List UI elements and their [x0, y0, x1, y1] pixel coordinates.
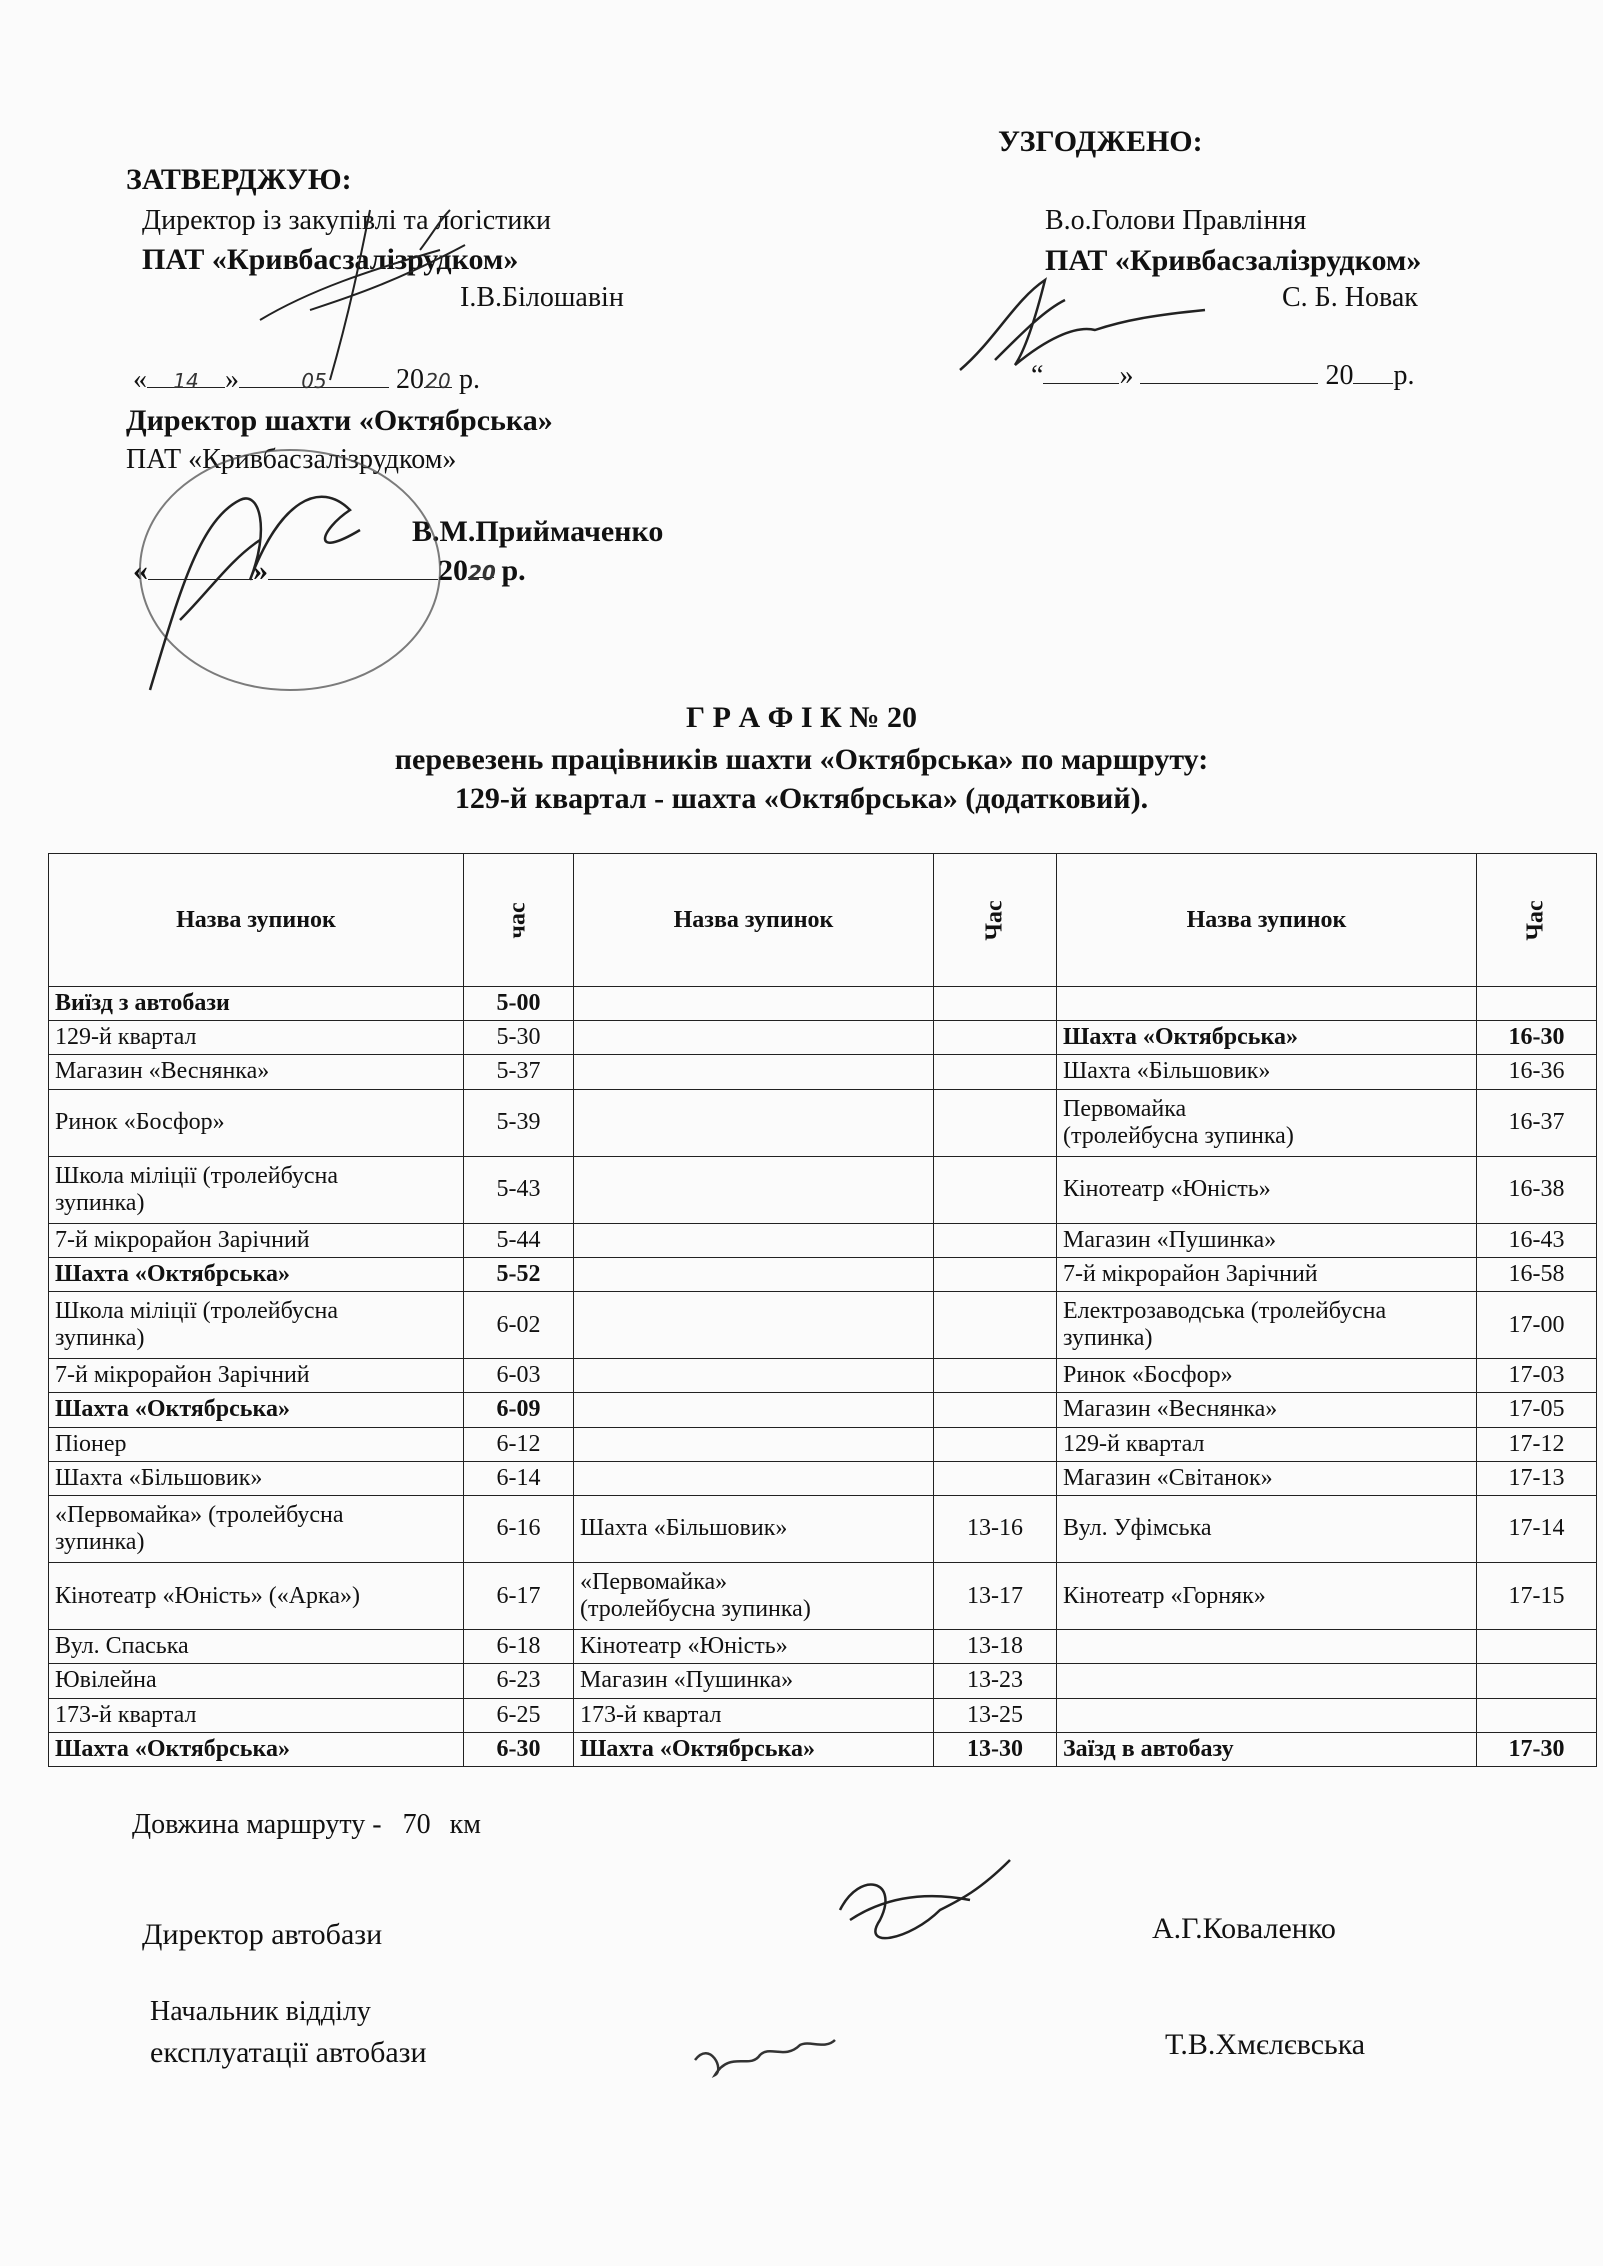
schedule-subtitle-2: 129-й квартал - шахта «Октябрська» (додатковий).: [454, 782, 1149, 815]
mine-director-company: ПАТ «Кривбасзалізрудком»: [126, 444, 457, 475]
cell-time-1: 5-00: [464, 987, 574, 1021]
cell-time-2: 13-25: [934, 1698, 1057, 1732]
approved-company: ПАТ «Кривбасзалізрудком»: [142, 243, 519, 276]
mine-director-signature-stamp: [120, 440, 440, 740]
cell-stop-1: Ювілейна: [49, 1664, 464, 1698]
cell-stop-3: [1057, 1664, 1477, 1698]
cell-stop-2: [574, 1021, 934, 1055]
cell-stop-2: [574, 1257, 934, 1291]
cell-time-2: 13-16: [934, 1495, 1057, 1562]
table-row: [49, 1630, 1597, 1664]
cell-stop-3: [1057, 987, 1477, 1021]
cell-stop-2: [574, 1156, 934, 1223]
cell-stop-1: «Первомайка» (тролейбусна зупинка): [49, 1495, 464, 1562]
cell-time-2: [934, 1359, 1057, 1393]
date-year: 20: [425, 369, 451, 393]
cell-time-2: 13-18: [934, 1630, 1057, 1664]
cell-time-1: 6-18: [464, 1630, 574, 1664]
cell-time-3: 16-30: [1477, 1021, 1597, 1055]
mine-director-name: В.М.Приймаченко: [412, 515, 664, 548]
table-row: [49, 1393, 1597, 1427]
cell-stop-3: Первомайка (тролейбусна зупинка): [1057, 1089, 1477, 1156]
table-row: [49, 987, 1597, 1021]
cell-time-3: 17-13: [1477, 1461, 1597, 1495]
cell-time-3: [1477, 1698, 1597, 1732]
table-row: [49, 1461, 1597, 1495]
cell-stop-2: [574, 1359, 934, 1393]
cell-time-3: 17-15: [1477, 1563, 1597, 1630]
cell-time-2: [934, 1257, 1057, 1291]
cell-stop-2: 173-й квартал: [574, 1698, 934, 1732]
date-year-prefix: 20: [1325, 360, 1354, 391]
cell-time-2: 13-30: [934, 1732, 1057, 1766]
cell-time-1: 6-17: [464, 1563, 574, 1630]
table-row: [49, 1055, 1597, 1089]
cell-stop-1: Школа міліції (тролейбусна зупинка): [49, 1292, 464, 1359]
cell-time-1: 6-14: [464, 1461, 574, 1495]
cell-time-3: 17-05: [1477, 1393, 1597, 1427]
route-length-unit: км: [449, 1809, 481, 1840]
cell-stop-2: Магазин «Пушинка»: [574, 1664, 934, 1698]
cell-time-1: 6-09: [464, 1393, 574, 1427]
cell-time-1: 5-43: [464, 1156, 574, 1223]
header-time-3: Час: [1477, 854, 1597, 987]
cell-stop-3: Ринок «Босфор»: [1057, 1359, 1477, 1393]
cell-stop-2: Шахта «Більшовик»: [574, 1495, 934, 1562]
cell-stop-1: 7-й мікрорайон Зарічний: [49, 1359, 464, 1393]
table-row: [49, 1089, 1597, 1156]
table-header-row: [49, 854, 1597, 987]
date-suffix: р.: [501, 554, 526, 587]
cell-stop-2: [574, 1292, 934, 1359]
cell-stop-3: Магазин «Світанок»: [1057, 1461, 1477, 1495]
date-year-prefix: 20: [396, 364, 424, 395]
depot-director-signature: [820, 1840, 1020, 1960]
cell-time-3: [1477, 987, 1597, 1021]
approved-signature: [250, 190, 490, 390]
cell-time-1: 6-03: [464, 1359, 574, 1393]
cell-time-3: 17-00: [1477, 1292, 1597, 1359]
route-length-label: Довжина маршруту -: [132, 1809, 382, 1840]
mine-director-position: Директор шахти «Октябрська»: [126, 404, 553, 437]
cell-stop-1: 7-й мікрорайон Зарічний: [49, 1223, 464, 1257]
cell-stop-2: [574, 1461, 934, 1495]
cell-stop-2: Шахта «Октябрська»: [574, 1732, 934, 1766]
agreed-title: УЗГОДЖЕНО:: [998, 125, 1203, 158]
date-suffix: р.: [1393, 360, 1415, 391]
cell-stop-1: Піонер: [49, 1427, 464, 1461]
date-suffix: р.: [459, 364, 480, 395]
header-stop-3: Назва зупинок: [1057, 854, 1477, 987]
cell-time-2: [934, 1292, 1057, 1359]
head-position-line-1: Начальник відділу: [150, 1996, 371, 2027]
cell-stop-2: [574, 1055, 934, 1089]
cell-stop-3: Магазин «Пушинка»: [1057, 1223, 1477, 1257]
cell-stop-3: Магазин «Веснянка»: [1057, 1393, 1477, 1427]
cell-time-1: 6-12: [464, 1427, 574, 1461]
cell-time-2: 13-17: [934, 1563, 1057, 1630]
cell-stop-1: Ринок «Босфор»: [49, 1089, 464, 1156]
table-row: [49, 1664, 1597, 1698]
cell-time-1: 5-44: [464, 1223, 574, 1257]
cell-time-3: 16-37: [1477, 1089, 1597, 1156]
cell-stop-3: [1057, 1630, 1477, 1664]
approved-name: І.В.Білошавін: [460, 282, 624, 313]
cell-time-3: 16-43: [1477, 1223, 1597, 1257]
cell-stop-1: Шахта «Більшовик»: [49, 1461, 464, 1495]
cell-stop-1: Шахта «Октябрська»: [49, 1732, 464, 1766]
cell-stop-3: Заїзд в автобазу: [1057, 1732, 1477, 1766]
cell-stop-3: Кінотеатр «Юність»: [1057, 1156, 1477, 1223]
cell-stop-3: Вул. Уфімська: [1057, 1495, 1477, 1562]
approved-title: ЗАТВЕРДЖУЮ:: [126, 163, 352, 196]
date-quote-open: «: [133, 554, 148, 587]
table-row: [49, 1495, 1597, 1562]
head-signature: [690, 2020, 840, 2090]
route-length: [132, 1808, 481, 1842]
agreed-company: ПАТ «Кривбасзалізрудком»: [1045, 244, 1422, 277]
schedule-subtitle-1: перевезень працівників шахти «Октябрська» по маршруту:: [394, 743, 1209, 776]
route-length-value: 70: [402, 1809, 431, 1840]
table-row: [49, 1698, 1597, 1732]
agreed-position: В.о.Голови Правління: [1045, 205, 1307, 236]
agreed-signature: [955, 270, 1215, 380]
cell-time-2: [934, 1427, 1057, 1461]
cell-time-2: [934, 987, 1057, 1021]
cell-stop-3: Шахта «Октябрська»: [1057, 1021, 1477, 1055]
cell-time-2: [934, 1223, 1057, 1257]
agreed-name: С. Б. Новак: [1282, 282, 1418, 313]
cell-stop-3: 129-й квартал: [1057, 1427, 1477, 1461]
cell-stop-1: Школа міліції (тролейбусна зупинка): [49, 1156, 464, 1223]
date-quote-close: »: [1119, 360, 1134, 391]
depot-director-name: А.Г.Коваленко: [1152, 1912, 1336, 1945]
cell-time-3: [1477, 1630, 1597, 1664]
head-name: Т.В.Хмєлєвська: [1165, 2028, 1366, 2061]
date-month: 05: [301, 369, 327, 393]
cell-time-2: [934, 1461, 1057, 1495]
cell-time-2: [934, 1021, 1057, 1055]
date-day: 14: [173, 369, 199, 393]
cell-stop-1: 173-й квартал: [49, 1698, 464, 1732]
date-quote-close: »: [253, 554, 268, 587]
cell-time-2: [934, 1055, 1057, 1089]
cell-time-1: 5-37: [464, 1055, 574, 1089]
cell-time-1: 5-39: [464, 1089, 574, 1156]
header-time-2: Час: [934, 854, 1057, 987]
cell-stop-2: [574, 1089, 934, 1156]
cell-time-2: [934, 1089, 1057, 1156]
cell-time-3: 16-58: [1477, 1257, 1597, 1291]
cell-stop-3: Кінотеатр «Горняк»: [1057, 1563, 1477, 1630]
table-body: [49, 987, 1597, 1767]
cell-stop-1: Шахта «Октябрська»: [49, 1257, 464, 1291]
cell-time-3: 17-03: [1477, 1359, 1597, 1393]
cell-stop-1: Шахта «Октябрська»: [49, 1393, 464, 1427]
cell-stop-2: Кінотеатр «Юність»: [574, 1630, 934, 1664]
table-row: [49, 1563, 1597, 1630]
approved-position: Директор із закупівлі та логістики: [142, 205, 551, 236]
schedule-table: [48, 853, 1596, 1767]
cell-stop-1: Виїзд з автобази: [49, 987, 464, 1021]
cell-stop-2: [574, 987, 934, 1021]
date-quote-open: «: [133, 364, 147, 395]
cell-time-1: 6-02: [464, 1292, 574, 1359]
cell-stop-1: Вул. Спаська: [49, 1630, 464, 1664]
cell-time-1: 5-52: [464, 1257, 574, 1291]
cell-stop-2: [574, 1427, 934, 1461]
header-time-1: час: [464, 854, 574, 987]
table-row: [49, 1732, 1597, 1766]
date-year-prefix: 20: [438, 554, 468, 587]
cell-time-1: 6-25: [464, 1698, 574, 1732]
table-row: [49, 1156, 1597, 1223]
table-row: [49, 1021, 1597, 1055]
header-stop-1: Назва зупинок: [49, 854, 464, 987]
table-row: [49, 1427, 1597, 1461]
cell-stop-3: [1057, 1698, 1477, 1732]
cell-time-3: 17-30: [1477, 1732, 1597, 1766]
cell-stop-1: Магазин «Веснянка»: [49, 1055, 464, 1089]
cell-stop-1: Кінотеатр «Юність» («Арка»): [49, 1563, 464, 1630]
schedule-title: Г Р А Ф І К № 20: [686, 701, 917, 734]
header-stop-2: Назва зупинок: [574, 854, 934, 987]
cell-time-2: [934, 1393, 1057, 1427]
cell-time-3: 17-14: [1477, 1495, 1597, 1562]
cell-time-1: 6-23: [464, 1664, 574, 1698]
cell-time-1: 6-16: [464, 1495, 574, 1562]
cell-stop-3: Шахта «Більшовик»: [1057, 1055, 1477, 1089]
table-row: [49, 1359, 1597, 1393]
head-position-line-2: експлуатації автобази: [150, 2036, 427, 2069]
cell-time-3: 16-38: [1477, 1156, 1597, 1223]
cell-time-3: 17-12: [1477, 1427, 1597, 1461]
cell-time-3: 16-36: [1477, 1055, 1597, 1089]
cell-time-1: 6-30: [464, 1732, 574, 1766]
depot-director-position: Директор автобази: [142, 1918, 383, 1951]
table-row: [49, 1223, 1597, 1257]
cell-stop-1: 129-й квартал: [49, 1021, 464, 1055]
date-year: 20: [468, 561, 496, 585]
cell-time-2: 13-23: [934, 1664, 1057, 1698]
cell-time-3: [1477, 1664, 1597, 1698]
cell-stop-3: Електрозаводська (тролейбусна зупинка): [1057, 1292, 1477, 1359]
table-row: [49, 1292, 1597, 1359]
cell-stop-2: [574, 1393, 934, 1427]
cell-stop-2: «Первомайка» (тролейбусна зупинка): [574, 1563, 934, 1630]
cell-time-2: [934, 1156, 1057, 1223]
date-quote-open: “: [1031, 360, 1044, 391]
cell-stop-2: [574, 1223, 934, 1257]
cell-stop-3: 7-й мікрорайон Зарічний: [1057, 1257, 1477, 1291]
cell-time-1: 5-30: [464, 1021, 574, 1055]
date-quote-close: »: [225, 364, 239, 395]
table-row: [49, 1257, 1597, 1291]
